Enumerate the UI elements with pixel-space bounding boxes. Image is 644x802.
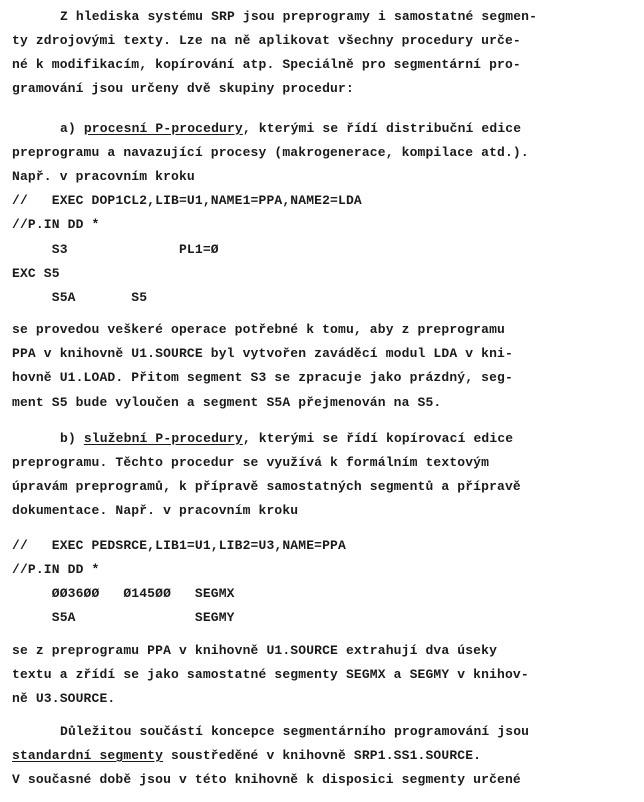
p3-line-1: se z preprogramu PPA v knihovně U1.SOURCE extrahují dva úseky: [12, 643, 498, 658]
code1-line-5: S5A S5: [12, 290, 148, 305]
p1-line-4: gramování jsou určeny dvě skupiny procedur:: [12, 81, 354, 96]
item-a-term: procesní P-procedury: [83, 121, 243, 136]
item-a-line-2: preprogramu a navazující procesy (makrogenerace, kompilace atd.).: [12, 145, 529, 160]
item-b-line-4: dokumentace. Např. v pracovním kroku: [12, 503, 299, 518]
item-b-rest: , kterými se řídí kopírovací edice: [242, 431, 514, 446]
code2-line-1: // EXEC PEDSRCE,LIB1=U1,LIB2=U3,NAME=PPA: [12, 538, 346, 553]
code2-line-3: ØØ36ØØ Ø145ØØ SEGMX: [12, 586, 235, 601]
item-b-line-3: úpravám preprogramů, k přípravě samostatných segmentů a přípravě: [12, 479, 521, 494]
code2-line-2: //P.IN DD *: [12, 562, 100, 577]
p2-line-4: ment S5 bude vyloučen a segment S5A přejmenován na S5.: [12, 395, 442, 410]
code1-line-1: // EXEC DOP1CL2,LIB=U1,NAME1=PPA,NAME2=LDA: [12, 193, 362, 208]
code1-line-4: EXC S5: [12, 266, 60, 281]
p4-line-2-rest: soustředěné v knihovně SRP1.SS1.SOURCE.: [163, 748, 482, 763]
p3-line-2: textu a zřídí se jako samostatné segmenty SEGMX a SEGMY v knihov-: [12, 667, 529, 682]
item-b-line-2: preprogramu. Těchto procedur se využívá k formálním textovým: [12, 455, 490, 470]
item-a-line-1: [60, 121, 521, 137]
item-a-rest: , kterými se řídí distribuční edice: [242, 121, 522, 136]
item-a-prefix: a): [60, 121, 84, 136]
item-b-prefix: b): [60, 431, 84, 446]
p1-line-3: né k modifikacím, kopírování atp. Speciálně pro segmentární pro-: [12, 57, 521, 72]
code1-line-3: S3 PL1=Ø: [12, 242, 219, 257]
p4-term: standardní segmenty: [12, 748, 164, 763]
p2-line-1: se provedou veškeré operace potřebné k tomu, aby z preprogramu: [12, 322, 505, 337]
code2-line-4: S5A SEGMY: [12, 610, 235, 625]
p1-line-1: Z hlediska systému SRP jsou preprogramy i samostatné segmen-: [60, 9, 538, 24]
item-b-term: služební P-procedury: [83, 431, 243, 446]
item-b-line-1: [60, 431, 513, 447]
p4-line-1: Důležitou součástí koncepce segmentárního programování jsou: [60, 724, 530, 739]
p2-line-3: hovně U1.LOAD. Přitom segment S3 se zpracuje jako prázdný, seg-: [12, 370, 513, 385]
p3-line-3: ně U3.SOURCE.: [12, 691, 116, 706]
p2-line-2: PPA v knihovně U1.SOURCE byl vytvořen zaváděcí modul LDA v kni-: [12, 346, 513, 361]
p4-line-2: [12, 748, 481, 764]
p4-line-3: V současné době jsou v této knihovně k disposici segmenty určené: [12, 772, 521, 787]
code1-line-2: //P.IN DD *: [12, 217, 100, 232]
p1-line-2: ty zdrojovými texty. Lze na ně aplikovat všechny procedury urče-: [12, 33, 521, 48]
item-a-line-3: Např. v pracovním kroku: [12, 169, 195, 184]
